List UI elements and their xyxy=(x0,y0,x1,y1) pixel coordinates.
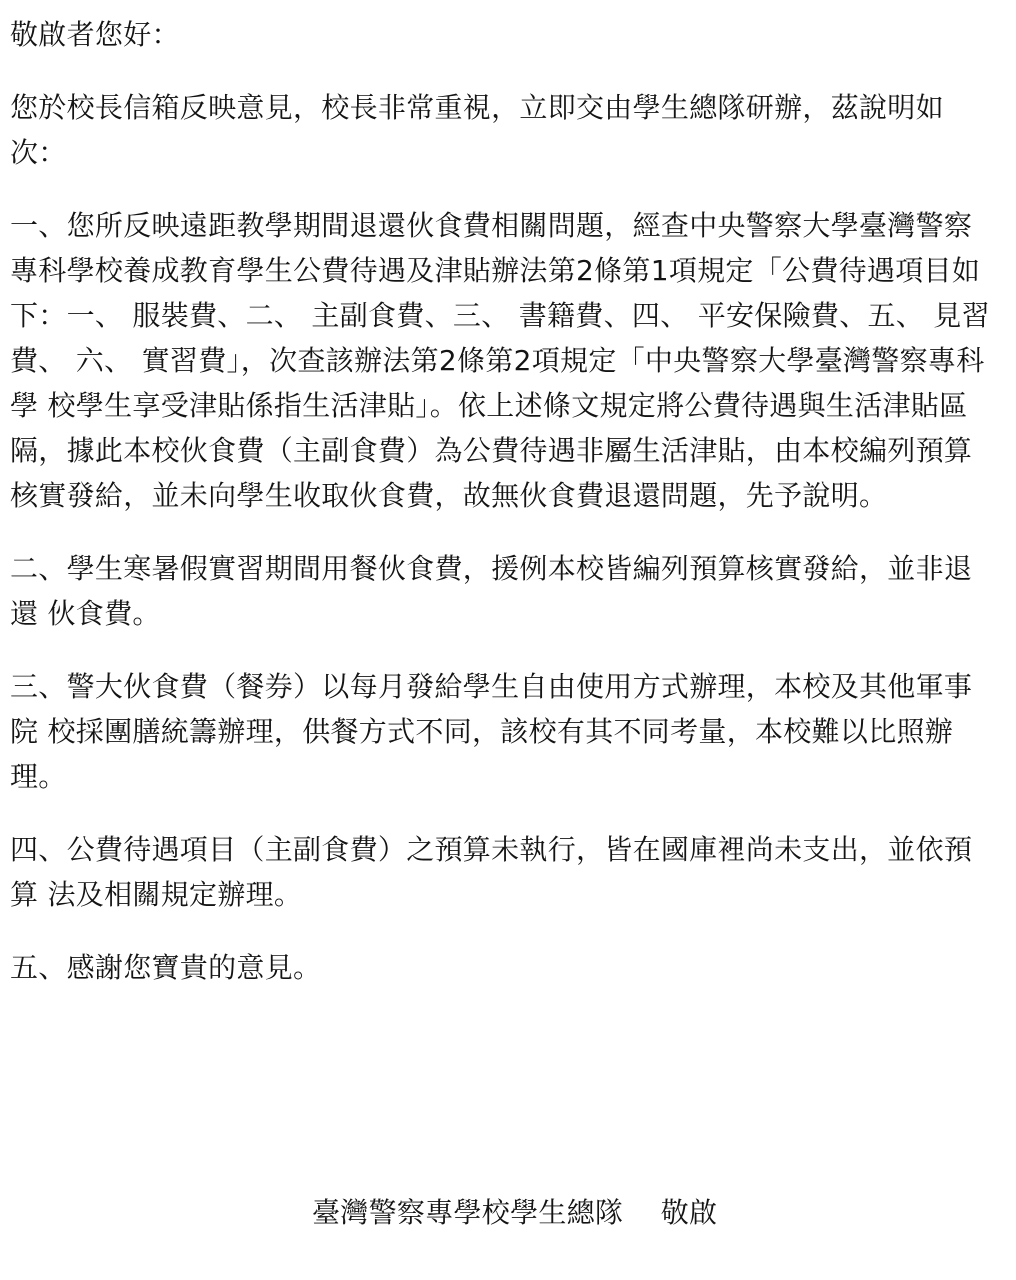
item-2-paragraph: 二、學生寒暑假實習期間用餐伙食費，援例本校皆編列預算核實發給，並非退還 伙食費。 xyxy=(10,552,973,630)
letter-body xyxy=(10,12,995,990)
item-3-paragraph: 三、警大伙食費（餐券）以每月發給學生自由使用方式辦理，本校及其他軍事院 校採團膳統籌辦理，供餐方式不同，該校有其不同考量，本校難以比照辦理。 xyxy=(10,670,973,793)
signature: 臺灣警察專學校學生總隊 敬啟 xyxy=(312,1196,718,1229)
greeting: 敬啟者您好： xyxy=(10,18,180,51)
item-5-paragraph: 五、感謝您寶貴的意見。 xyxy=(10,951,322,984)
item-4-paragraph: 四、公費待遇項目（主副食費）之預算未執行，皆在國庫裡尚未支出，並依預算 法及相關規定辦理。 xyxy=(10,833,973,911)
item-1-paragraph: 一、您所反映遠距教學期間退還伙食費相關問題，經查中央警察大學臺灣警察專科學校養成教育學生公費待遇及津貼辦法第2條第1項規定「公費待遇項目如下：一、 服裝費、二、 主副食費、三、 書籍費、四、 平安保險費、五、 見習費、 六、 實習費」，次查該辦法第2條第2項規定「中央警察大學臺灣警察專科學 校學生享受津貼係指生活津貼」。依上述條文規定將公費待遇與生活津貼區隔，據此本校伙食費（主副食費）為公費待遇非屬生活津貼，由本校編列預算核實發給，並未向學生收取伙食費，故無伙食費退還問題，先予說明。 xyxy=(10,209,990,512)
intro-paragraph: 您於校長信箱反映意見，校長非常重視，立即交由學生總隊研辦，茲說明如次： xyxy=(10,91,944,169)
